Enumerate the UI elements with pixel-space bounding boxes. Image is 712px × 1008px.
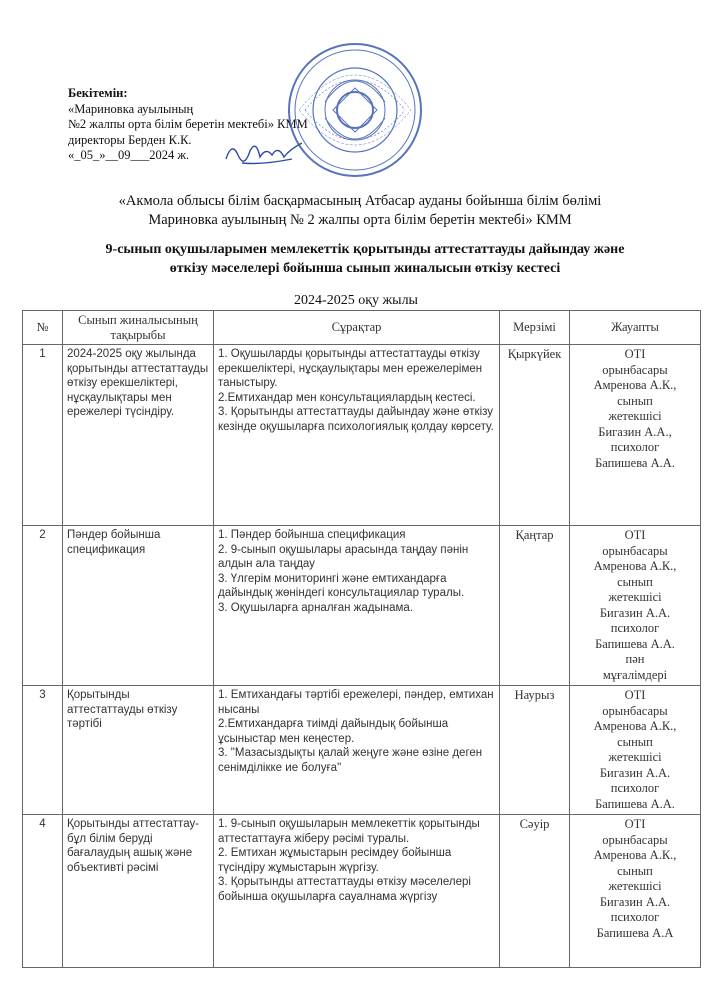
question-item: 3. Үлгерім мониторингі және емтихандарға дайындық жөніндегі консультациялар туралы. (218, 572, 465, 599)
responsible-line: ОТІ (624, 347, 646, 361)
meeting-schedule-table (22, 310, 701, 968)
approval-line: «Мариновка ауылының (68, 101, 194, 116)
approval-date: «_05_»__09___2024 ж. (68, 148, 190, 162)
meeting-questions (214, 815, 500, 968)
responsible-line: жетекшісі (608, 879, 662, 893)
approval-line: №2 жалпы орта білім беретін мектебі» КММ (68, 117, 308, 131)
director-signature (222, 135, 307, 170)
responsible-line: Бапишева А.А. (595, 636, 675, 651)
responsible-line: сынып (617, 393, 653, 408)
meeting-topic: Қорытынды аттестаттауды өткізу тәртібі (63, 686, 214, 815)
meeting-questions (214, 526, 500, 686)
organization-line: «Акмола облысы білім басқармасының Атбасар ауданы бойынша білім бөлімі (118, 193, 602, 209)
responsible-line: Амренова А.К., (593, 848, 677, 862)
table-row (23, 815, 701, 968)
responsible-line: ОТІ (624, 528, 646, 542)
document-title (55, 240, 675, 278)
row-number: 2 (23, 526, 63, 686)
question-item: 2.Емтихандар мен консультациялардың кестесі. (218, 391, 476, 404)
row-number: 3 (23, 686, 63, 815)
question-item: 1. Оқушыларды қорытынды аттестаттауды өткізу ерекшеліктері, нұсқаулықтары мен ережелерімен таныстыру. (218, 348, 483, 389)
responsible-line: Амренова А.К., (593, 378, 677, 392)
header-questions: Сұрақтар (214, 311, 500, 345)
meeting-topic: Қорытынды аттестаттау-бұл білім беруді бағалаудың ашық және объективті рәсімі (63, 815, 214, 968)
responsible-line: пән (625, 652, 645, 666)
responsible-line: орынбасары (602, 832, 668, 847)
responsible-line: орынбасары (602, 543, 668, 558)
organization-line: Мариновка ауылының № 2 жалпы орта білім беретін мектебі» КММ (148, 212, 572, 228)
question-item: 2.Емтихандарға тиімді дайындық бойынша ұсыныстар мен кеңестер. (218, 718, 449, 745)
responsible-line: жетекшісі (608, 590, 662, 604)
meeting-topic: Пәндер бойынша спецификация (63, 526, 214, 686)
header-date: Мерзімі (500, 311, 570, 345)
responsible-line: Бигазин А.А. (599, 765, 671, 780)
question-item: 3. "Мазасыздықты қалай жеңуге және өзіне деген сенімділікке ие болуға" (218, 747, 483, 774)
header-number: № (23, 311, 63, 345)
meeting-date: Сәуір (500, 815, 570, 968)
meeting-date: Қаңтар (500, 526, 570, 686)
responsible-line: Бигазин А.А., (598, 424, 672, 439)
question-item: 2. Емтихан жұмыстарын ресімдеу бойынша түсіндіру жұмыстарын жүргізу. (218, 847, 452, 874)
responsible-line: психолог (610, 621, 660, 635)
academic-year: 2024-2025 оқу жылы (294, 293, 418, 308)
row-number: 1 (23, 345, 63, 526)
meeting-date: Қыркүйек (500, 345, 570, 526)
question-item: 1. Пәндер бойынша спецификация (218, 529, 406, 541)
responsible-line: мұғалімдері (602, 667, 668, 682)
question-item: 3. Қорытынды аттестаттауды өткізу мәселелері бойынша оқушыларға сауалнама жүргізу (218, 876, 471, 903)
responsible-line: психолог (610, 440, 660, 454)
question-item: 1. Емтихандағы тәртібі ережелері, пәндер, емтихан нысаны (218, 689, 494, 716)
responsible-line: Амренова А.К., (593, 559, 677, 573)
responsible-line: жетекшісі (608, 750, 662, 764)
question-item: 2. 9-сынып оқушылары арасында таңдау пәнін алдын ала таңдау (218, 543, 469, 570)
responsible-line: сынып (617, 574, 653, 589)
responsible-persons (570, 345, 701, 526)
responsible-line: Бапишева А.А. (595, 796, 675, 811)
responsible-line: орынбасары (602, 362, 668, 377)
responsible-line: жетекшісі (608, 409, 662, 423)
title-line: 9-сынып оқушыларымен мемлекеттік қорытынды аттестаттауды дайындау және (105, 242, 625, 257)
header-responsible: Жауапты (570, 311, 701, 345)
responsible-persons (570, 526, 701, 686)
row-number: 4 (23, 815, 63, 968)
responsible-line: Бигазин А.А. (599, 894, 671, 909)
responsible-line: Бапишева А.А (596, 925, 674, 940)
approval-label: Бекітемін: (68, 86, 128, 100)
responsible-line: ОТІ (624, 688, 646, 702)
table-row (23, 686, 701, 815)
responsible-line: Амренова А.К., (593, 719, 677, 733)
meeting-date: Наурыз (500, 686, 570, 815)
meeting-questions (214, 686, 500, 815)
table-header-row (23, 311, 701, 345)
responsible-line: орынбасары (602, 703, 668, 718)
responsible-line: Бапишева А.А. (595, 455, 675, 470)
question-item: 3. Қорытынды аттестаттауды дайындау және өткізу кезінде оқушыларға психологиялық қолдау көрсету. (218, 406, 494, 433)
approval-line: директоры Берден К.К. (68, 132, 192, 147)
meeting-topic: 2024-2025 оқу жылында қорытынды аттестаттауды өткізу ерекшеліктері, нұсқаулықтары мен ережелері түсіндіру. (63, 345, 214, 526)
responsible-line: ОТІ (624, 817, 646, 831)
responsible-persons (570, 686, 701, 815)
header-topic: Сынып жиналысының тақырыбы (63, 311, 214, 345)
responsible-line: сынып (617, 863, 653, 878)
table-row (23, 345, 701, 526)
responsible-line: сынып (617, 734, 653, 749)
table-row (23, 526, 701, 686)
organization-name (60, 192, 660, 230)
question-item: 3. Оқушыларға арналған жадынама. (218, 601, 413, 614)
meeting-questions (214, 345, 500, 526)
responsible-line: психолог (610, 910, 660, 924)
responsible-line: Бигазин А.А. (599, 605, 671, 620)
responsible-persons (570, 815, 701, 968)
question-item: 1. 9-сынып оқушыларын мемлекеттік қорытынды аттестаттауға жіберу рәсімі туралы. (218, 818, 480, 845)
responsible-line: психолог (610, 781, 660, 795)
title-line: өткізу мәселелері бойынша сынып жиналысын өткізу кестесі (169, 261, 561, 276)
